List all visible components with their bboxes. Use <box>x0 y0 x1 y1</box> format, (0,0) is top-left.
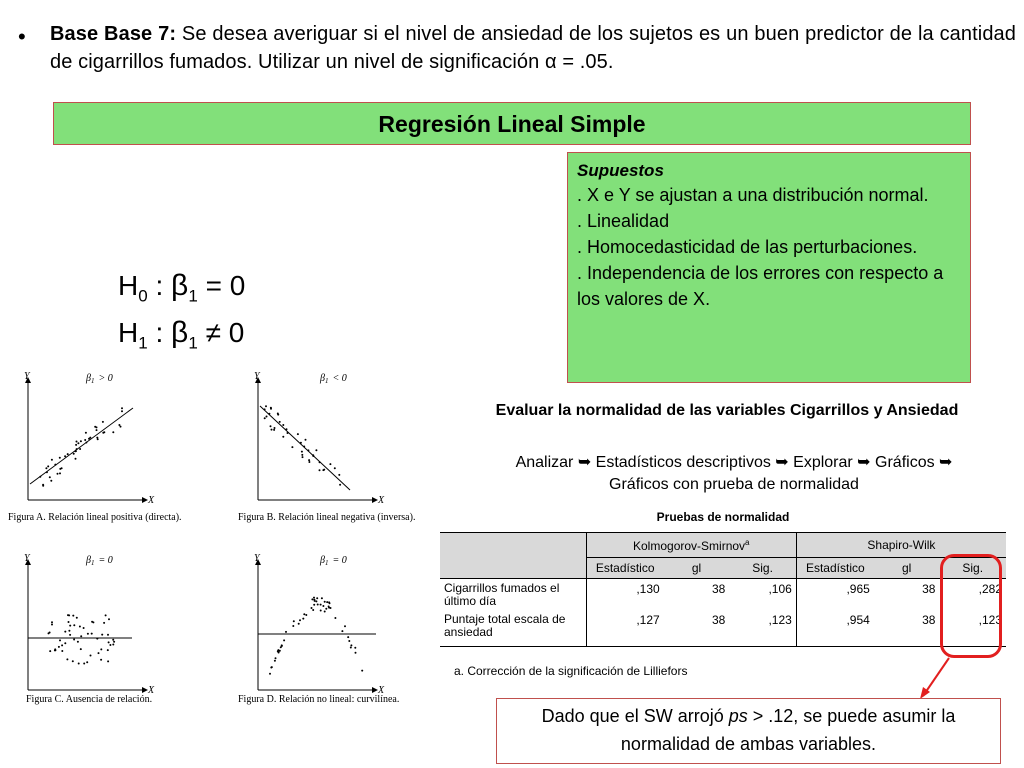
svg-text:X: X <box>378 495 385 506</box>
section-banner: Regresión Lineal Simple <box>53 102 971 145</box>
scatter-dot <box>344 625 346 627</box>
scatter-dot <box>325 608 327 610</box>
scatter-dot <box>313 604 315 606</box>
scatter-dot <box>46 471 48 473</box>
scatter-dot <box>323 469 325 471</box>
svg-text:β1= 0: $\beta_1 = 0$ <box>320 555 347 567</box>
scatter-dot <box>49 476 51 478</box>
scatter-dot <box>303 613 305 615</box>
assumption-item: . Independencia de los errores con respecto a los valores de X. <box>577 263 944 309</box>
intro-text: Se desea averiguar si el nivel de ansiedad de los sujetos es un buen predictor de la cantidad de cigarrillos fumados. Utilizar un nivel de significación α = .05. <box>50 23 1016 73</box>
scatter-dot <box>121 407 123 409</box>
scatter-dot <box>268 413 270 415</box>
column-header: Estadístico <box>805 561 865 575</box>
menu-path: Analizar ➥ Estadísticos descriptivos ➥ Explorar ➥ Gráficos ➥ Gráficos con prueba de normalidad <box>515 454 953 493</box>
scatter-dot <box>300 442 302 444</box>
scatter-dot <box>322 605 324 607</box>
scatter-dot <box>73 639 75 641</box>
scatter-dot <box>57 473 59 475</box>
scatter-dot <box>109 644 111 646</box>
scatter-dot <box>67 453 69 455</box>
scatter-dot <box>61 644 63 646</box>
scatter-dot <box>85 432 87 434</box>
highlight-box <box>940 554 1002 658</box>
column-header: gl <box>691 561 702 575</box>
scatter-dot <box>280 646 282 648</box>
scatter-dot <box>320 610 322 612</box>
scatter-dot <box>102 421 104 423</box>
scatter-dot <box>78 663 80 665</box>
svg-text:Y: Y <box>24 553 30 564</box>
scatter-dot <box>303 446 305 448</box>
scatter-dot <box>45 467 47 469</box>
scatter-dot <box>329 463 331 465</box>
scatter-dot <box>264 408 266 410</box>
svg-text:X: X <box>148 685 155 696</box>
scatter-dot <box>107 634 109 636</box>
scatter-dot <box>312 455 314 457</box>
scatter-dot <box>97 438 99 440</box>
assumptions-box <box>567 152 971 383</box>
regression-figures <box>0 362 440 712</box>
scatter-dot <box>305 614 307 616</box>
scatter-dot <box>74 450 76 452</box>
normality-table <box>440 532 1006 647</box>
scatter-dot <box>49 650 51 652</box>
scatter-dot <box>96 429 98 431</box>
scatter-dot <box>273 429 275 431</box>
scatter-dot <box>107 660 109 662</box>
scatter-dot <box>320 604 322 606</box>
scatter-dot <box>121 410 123 412</box>
scatter-dot <box>311 598 313 600</box>
scatter-dot <box>39 476 41 478</box>
scatter-dot <box>265 405 267 407</box>
alt-hypothesis: $H_1$ : $\beta_1 \ne 0$ <box>118 315 245 353</box>
scatter-dot <box>313 597 315 599</box>
scatter-dot <box>105 614 107 616</box>
scatter-dot <box>297 433 299 435</box>
scatter-dot <box>90 655 92 657</box>
scatter-dot <box>51 459 53 461</box>
scatter-dot <box>76 441 78 443</box>
scatter-dot <box>64 642 66 644</box>
scatter-dot <box>84 439 86 441</box>
pointer-arrow <box>915 654 955 702</box>
scatter-dot <box>270 408 272 410</box>
scatter-dot <box>319 469 321 471</box>
scatter-dot <box>91 633 93 635</box>
scatter-dot <box>347 636 349 638</box>
scatter-dot <box>326 601 328 603</box>
assumption-item: . X e Y se ajustan a una distribución normal. <box>577 185 929 205</box>
scatter-dot <box>266 416 268 418</box>
scatter-dot <box>79 626 81 628</box>
scatter-dot <box>274 660 276 662</box>
scatter-dot <box>277 650 279 652</box>
scatter-dot <box>350 644 352 646</box>
scatter-dot <box>59 468 61 470</box>
scatter-dot <box>102 432 104 434</box>
scatter-dot <box>101 634 103 636</box>
scatter-dot <box>312 609 314 611</box>
scatter-dot <box>59 457 61 459</box>
scatter-dot <box>274 427 276 429</box>
assumption-item: . Linealidad <box>577 211 670 231</box>
scatter-dot <box>315 600 317 602</box>
scatter-dot <box>98 652 100 654</box>
table-footnote: a. Corrección de la significación de Lilliefors <box>454 664 688 678</box>
scatter-dot <box>321 597 323 599</box>
scatter-dot <box>51 624 53 626</box>
scatter-dot <box>302 456 304 458</box>
evaluation-title: Evaluar la normalidad de las variables Cigarrillos y Ansiedad <box>495 402 959 419</box>
scatter-dot <box>96 638 98 640</box>
scatter-dot <box>315 449 317 451</box>
scatter-dot <box>54 648 56 650</box>
scatter-dot <box>307 449 309 451</box>
column-header: Sig. <box>729 558 796 579</box>
scatter-dot <box>48 632 50 634</box>
scatter-dot <box>264 417 266 419</box>
scatter-dot <box>64 455 66 457</box>
svg-text:β1< 0: $\beta_1 < 0$ <box>320 373 347 385</box>
scatter-dot <box>118 424 120 426</box>
svg-text:X: X <box>148 495 155 506</box>
scatter-dot <box>301 451 303 453</box>
intro-paragraph <box>50 20 1016 76</box>
scatter-dot <box>277 413 279 415</box>
scatter-dot <box>72 615 74 617</box>
scatter-dot <box>61 650 63 652</box>
scatter-dot <box>305 439 307 441</box>
scatter-dot <box>282 436 284 438</box>
scatter-dot <box>308 461 310 463</box>
figure-c-caption: Figura C. Ausencia de relación. <box>26 694 153 705</box>
scatter-dot <box>299 619 301 621</box>
scatter-dot <box>287 432 289 434</box>
scatter-dot <box>75 444 77 446</box>
conclusion-box: Dado que el SW arrojó ps > .12, se puede asumir la normalidad de ambas variables. <box>496 698 1001 764</box>
svg-text:Y: Y <box>254 553 260 564</box>
scatter-dot <box>350 647 352 649</box>
figure-d-caption: Figura D. Relación no lineal: curvilínea. <box>238 694 400 705</box>
scatter-dot <box>270 667 272 669</box>
figure-b <box>238 371 415 523</box>
scatter-dot <box>317 604 319 606</box>
scatter-dot <box>269 673 271 675</box>
scatter-dot <box>58 646 60 648</box>
scatter-dot <box>291 446 293 448</box>
scatter-dot <box>68 614 70 616</box>
scatter-dot <box>341 630 343 632</box>
scatter-dot <box>100 648 102 650</box>
scatter-dot <box>298 623 300 625</box>
scatter-dot <box>355 652 357 654</box>
svg-text:β1= 0: $\beta_1 = 0$ <box>86 555 113 567</box>
scatter-dot <box>301 454 303 456</box>
scatter-dot <box>59 639 61 641</box>
scatter-dot <box>112 431 114 433</box>
scatter-dot <box>51 621 53 623</box>
scatter-dot <box>281 644 283 646</box>
scatter-dot <box>80 648 82 650</box>
scatter-dot <box>302 618 304 620</box>
scatter-dot <box>328 607 330 609</box>
scatter-dot <box>85 442 87 444</box>
scatter-dot <box>354 647 356 649</box>
scatter-dot <box>311 607 313 609</box>
scatter-dot <box>107 649 109 651</box>
scatter-dot <box>64 631 66 633</box>
scatter-dot <box>73 624 75 626</box>
scatter-dot <box>308 459 310 461</box>
scatter-dot <box>80 440 82 442</box>
scatter-dot <box>54 464 56 466</box>
scatter-dot <box>113 641 115 643</box>
scatter-dot <box>73 453 75 455</box>
scatter-dot <box>100 659 102 661</box>
scatter-dot <box>328 601 330 603</box>
scatter-dot <box>66 658 68 660</box>
scatter-dot <box>316 597 318 599</box>
scatter-dot <box>96 426 98 428</box>
hypotheses <box>118 268 245 361</box>
ks-header: Kolmogorov-Smirnov$^a$ <box>586 533 796 558</box>
scatter-dot <box>108 618 110 620</box>
intro-label: Base Base 7: <box>50 23 177 45</box>
scatter-dot <box>77 442 79 444</box>
scatter-dot <box>279 421 281 423</box>
scatter-dot <box>279 650 281 652</box>
figure-c <box>24 553 155 705</box>
scatter-dot <box>334 467 336 469</box>
scatter-dot <box>361 670 363 672</box>
table-title: Pruebas de normalidad <box>656 510 790 524</box>
table-row: Puntaje total escala de ansiedad ,127 38 ,123 ,954 38 ,123 <box>440 613 1006 647</box>
sw-header: Shapiro-Wilk <box>796 533 1006 558</box>
scatter-dot <box>293 620 295 622</box>
column-header: Estadístico <box>595 561 655 575</box>
scatter-dot <box>324 611 326 613</box>
scatter-dot <box>283 639 285 641</box>
scatter-dot <box>338 474 340 476</box>
scatter-dot <box>68 621 70 623</box>
scatter-dot <box>72 660 74 662</box>
scatter-dot <box>87 633 89 635</box>
scatter-dot <box>42 485 44 487</box>
column-header: Sig. <box>962 561 984 575</box>
scatter-dot <box>76 617 78 619</box>
figure-d <box>238 553 399 705</box>
scatter-dot <box>292 625 294 627</box>
scatter-dot <box>314 600 316 602</box>
scatter-dot <box>108 641 110 643</box>
figure-b-caption: Figura B. Relación lineal negativa (inversa). <box>238 512 416 523</box>
scatter-dot <box>103 622 105 624</box>
scatter-dot <box>339 484 341 486</box>
scatter-dot <box>286 428 288 430</box>
scatter-dot <box>324 601 326 603</box>
scatter-dot <box>89 437 91 439</box>
scatter-dot <box>69 625 71 627</box>
scatter-dot <box>75 458 77 460</box>
svg-text:β1> 0: $\beta_1 > 0$ <box>86 373 113 385</box>
scatter-dot <box>50 480 52 482</box>
scatter-dot <box>112 639 114 641</box>
table-row: Cigarrillos fumados el último día ,130 38 ,106 ,965 38 ,282 <box>440 579 1006 613</box>
scatter-dot <box>83 627 85 629</box>
scatter-dot <box>334 617 336 619</box>
assumptions-title: Supuestos <box>577 161 664 180</box>
svg-text:Y: Y <box>254 371 260 382</box>
null-hypothesis: $H_0$ : $\beta_1 = 0$ <box>118 269 246 306</box>
scatter-dot <box>80 635 82 637</box>
scatter-dot <box>76 448 78 450</box>
scatter-dot <box>275 657 277 659</box>
scatter-dot <box>59 472 61 474</box>
scatter-dot <box>69 634 71 636</box>
scatter-dot <box>79 448 81 450</box>
scatter-dot <box>86 661 88 663</box>
scatter-dot <box>270 425 272 427</box>
column-header: gl <box>901 561 912 575</box>
scatter-dot <box>271 429 273 431</box>
scatter-dot <box>282 424 284 426</box>
scatter-dot <box>68 630 70 632</box>
bullet: • <box>18 24 26 49</box>
scatter-dot <box>83 663 85 665</box>
scatter-dot <box>348 640 350 642</box>
scatter-dot <box>47 465 49 467</box>
figure-a-caption: Figura A. Relación lineal positiva (directa). <box>8 512 182 523</box>
figure-a <box>8 371 182 523</box>
scatter-dot <box>319 461 321 463</box>
scatter-dot <box>285 631 287 633</box>
assumption-item: . Homocedasticidad de las perturbaciones. <box>577 237 918 257</box>
svg-text:X: X <box>378 685 385 696</box>
scatter-dot <box>77 641 79 643</box>
svg-text:Y: Y <box>24 371 30 382</box>
scatter-dot <box>92 621 94 623</box>
scatter-dot <box>112 644 114 646</box>
